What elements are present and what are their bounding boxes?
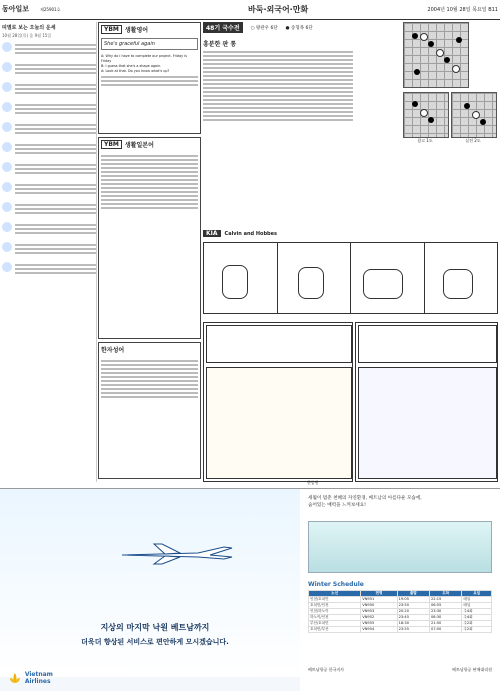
go-diagram-2-label: 실전 2도 bbox=[465, 138, 481, 143]
horoscope-text bbox=[15, 122, 96, 136]
japanese-header bbox=[99, 138, 200, 151]
go-diagram-1-label: 참고 1도 bbox=[417, 138, 433, 143]
japanese-box bbox=[98, 137, 201, 339]
comic-title-line-1: Calvin bbox=[224, 230, 242, 237]
pig-icon bbox=[2, 262, 12, 272]
english-header bbox=[99, 23, 200, 36]
schedule-cell: 매일 bbox=[462, 597, 492, 603]
schedule-body bbox=[309, 597, 492, 633]
text-line bbox=[15, 184, 96, 186]
go-player-white: ○ 왕관우 6단 bbox=[250, 25, 278, 31]
kia-logo: KIA bbox=[203, 230, 221, 237]
go-commentary bbox=[203, 51, 353, 121]
horoscope-item bbox=[2, 122, 96, 136]
ad-tagline-1: 세월이 멈춘 천혜의 자연환경, 베트남의 아름다운 모습에, bbox=[308, 496, 422, 501]
horse-icon bbox=[2, 162, 12, 172]
text-line bbox=[15, 252, 96, 254]
text-line bbox=[15, 88, 96, 90]
schedule-cell: 부산/호치민 bbox=[309, 621, 361, 627]
office-1: 베트남항공 한국지사 bbox=[308, 667, 345, 672]
horoscope-item bbox=[2, 242, 96, 256]
horoscope-column bbox=[2, 22, 97, 482]
go-board-main bbox=[403, 22, 469, 88]
ad-tagline-2: 숨어있는 매력을 느껴보세요! bbox=[308, 503, 367, 508]
ox-icon bbox=[2, 62, 12, 72]
horoscope-text bbox=[15, 222, 96, 236]
japanese-title: 생활일본어 bbox=[124, 142, 154, 149]
horoscope-item bbox=[2, 62, 96, 76]
text-line bbox=[15, 44, 96, 46]
go-title: 48기 국수전 bbox=[203, 22, 243, 33]
newspaper-name: 동아일보 bbox=[2, 5, 30, 13]
schedule-cell: VN955 bbox=[361, 621, 397, 627]
comic-left-top bbox=[206, 325, 352, 363]
schedule-cell: 하노이/인천 bbox=[309, 615, 361, 621]
schedule-header: 노선 bbox=[309, 591, 361, 597]
issue-number: 제25901호 bbox=[40, 7, 61, 12]
text-line bbox=[15, 112, 96, 114]
horoscope-item bbox=[2, 262, 96, 276]
schedule-cell: VN952 bbox=[361, 615, 397, 621]
comic-panel-4 bbox=[425, 243, 498, 313]
text-line bbox=[15, 52, 96, 54]
comic-title-line-3: Hobbes bbox=[255, 230, 277, 237]
horoscope-text bbox=[15, 242, 96, 256]
schedule-cell: VN951 bbox=[361, 597, 397, 603]
text-line bbox=[15, 152, 96, 154]
horoscope-item bbox=[2, 182, 96, 196]
text-line bbox=[15, 132, 96, 134]
lotus-icon bbox=[8, 671, 22, 685]
english-line-3: A: Look at that. Do you know what's up? bbox=[101, 69, 170, 73]
schedule-cell: 06:55 bbox=[429, 603, 461, 609]
sheep-icon bbox=[2, 182, 12, 192]
horoscope-text bbox=[15, 202, 96, 216]
ybm-logo-2: YBM bbox=[101, 140, 122, 149]
hanja-box bbox=[98, 342, 201, 479]
japanese-lines bbox=[99, 151, 200, 213]
go-board-ref2 bbox=[451, 92, 497, 138]
hanja-lines bbox=[99, 356, 200, 402]
comic-left bbox=[203, 322, 353, 482]
go-mini-diagrams bbox=[403, 92, 498, 144]
character-drawing bbox=[222, 265, 248, 299]
rooster-icon bbox=[2, 222, 12, 232]
schedule-cell: 23:55 bbox=[397, 627, 429, 633]
english-column bbox=[98, 22, 201, 482]
horoscope-item bbox=[2, 102, 96, 116]
comic-right-top bbox=[358, 325, 497, 363]
comic-panels bbox=[203, 242, 498, 314]
comic-strip bbox=[203, 230, 498, 318]
horoscope-text bbox=[15, 82, 96, 96]
horoscope-text bbox=[15, 262, 96, 276]
schedule-cell: 23:45 bbox=[397, 615, 429, 621]
text-line bbox=[15, 268, 96, 270]
text-line bbox=[15, 248, 96, 250]
schedule-cell: 주4회 bbox=[462, 609, 492, 615]
schedule-cell: VN950 bbox=[361, 603, 397, 609]
schedule-row bbox=[309, 627, 492, 633]
text-line bbox=[15, 164, 96, 166]
text-line bbox=[15, 228, 96, 230]
text-line bbox=[15, 48, 96, 50]
ad-left-sky bbox=[0, 489, 300, 677]
schedule-cell: 호치민/인천 bbox=[309, 603, 361, 609]
comic-right bbox=[355, 322, 498, 482]
schedule-header: 도착 bbox=[429, 591, 461, 597]
comic-panel-3 bbox=[351, 243, 425, 313]
comic-left-bottom bbox=[206, 367, 352, 479]
schedule-cell: 21:50 bbox=[429, 621, 461, 627]
snake-icon bbox=[2, 142, 12, 152]
go-diagrams bbox=[403, 22, 498, 154]
comic-title-line-2: and bbox=[243, 230, 255, 237]
page-header bbox=[0, 0, 500, 20]
schedule-title: Winter Schedule bbox=[308, 581, 364, 588]
text-line bbox=[15, 264, 96, 266]
comic-right-bottom bbox=[358, 367, 497, 479]
schedule-header: 요일 bbox=[462, 591, 492, 597]
character-drawing bbox=[443, 269, 473, 299]
ad-headline-2: 더욱더 향상된 서비스로 편안하게 모시겠습니다. bbox=[81, 638, 229, 646]
text-line bbox=[15, 188, 96, 190]
schedule-cell: 18:30 bbox=[397, 621, 429, 627]
horoscope-text bbox=[15, 142, 96, 156]
text-line bbox=[15, 212, 96, 214]
schedule-cell: 06:30 bbox=[429, 615, 461, 621]
text-line bbox=[15, 232, 96, 234]
comic-header bbox=[203, 230, 498, 237]
go-diagram-1 bbox=[403, 92, 447, 144]
english-body bbox=[99, 52, 200, 90]
schedule-panel bbox=[300, 489, 500, 692]
scenery-photo bbox=[308, 521, 492, 573]
character-drawing bbox=[363, 269, 403, 299]
text-line bbox=[15, 108, 96, 110]
schedule-cell: 22:15 bbox=[429, 597, 461, 603]
text-line bbox=[15, 192, 96, 194]
horoscope-list bbox=[2, 42, 96, 276]
schedule-table bbox=[308, 590, 492, 633]
horoscope-item bbox=[2, 162, 96, 176]
ad-headline-1: 지상의 마지막 낙원 베트남까지 bbox=[100, 623, 210, 632]
text-line bbox=[15, 244, 96, 246]
text-line bbox=[15, 64, 96, 66]
schedule-header: 편명 bbox=[361, 591, 397, 597]
dragon-icon bbox=[2, 122, 12, 132]
horoscope-item bbox=[2, 222, 96, 236]
schedule-cell: 주4회 bbox=[462, 615, 492, 621]
text-line bbox=[15, 204, 96, 206]
text-line bbox=[15, 128, 96, 130]
schedule-footer bbox=[308, 667, 492, 673]
schedule-cell: 매일 bbox=[462, 603, 492, 609]
monkey-icon bbox=[2, 202, 12, 212]
text-line bbox=[15, 144, 96, 146]
hanja-title: 한자성어 bbox=[101, 347, 125, 354]
text-line bbox=[15, 84, 96, 86]
go-board-ref1 bbox=[403, 92, 449, 138]
schedule-cell: 주2회 bbox=[462, 621, 492, 627]
ybm-logo: YBM bbox=[101, 25, 122, 34]
comic-title bbox=[225, 231, 277, 237]
text-line bbox=[15, 172, 96, 174]
date-line: 2004년 10월 28일 목요일 B11 bbox=[427, 7, 498, 13]
horoscope-text bbox=[15, 182, 96, 196]
text-line bbox=[15, 208, 96, 210]
airline-advertisement bbox=[0, 488, 500, 691]
horoscope-item bbox=[2, 42, 96, 56]
text-line bbox=[15, 168, 96, 170]
airline-name: Vietnam Airlines bbox=[24, 671, 53, 685]
horoscope-item bbox=[2, 82, 96, 96]
text-line bbox=[15, 272, 96, 274]
comic-author: 한종현 bbox=[307, 480, 319, 485]
horoscope-item bbox=[2, 202, 96, 216]
schedule-cell: 20:20 bbox=[397, 609, 429, 615]
text-line bbox=[15, 104, 96, 106]
horoscope-text bbox=[15, 42, 96, 56]
horoscope-date: 10월 28일(목) 음 9월 15일 bbox=[2, 33, 52, 38]
english-line-2: B: I guess that she's a shape again. bbox=[101, 64, 162, 68]
character-drawing bbox=[298, 267, 324, 299]
section-title: 바둑·외국어·만화 bbox=[248, 5, 309, 14]
text-line bbox=[15, 124, 96, 126]
ad-tagline bbox=[308, 495, 492, 509]
horoscope-item bbox=[2, 142, 96, 156]
text-line bbox=[15, 68, 96, 70]
text-line bbox=[15, 72, 96, 74]
text-line bbox=[15, 92, 96, 94]
schedule-cell: 23:50 bbox=[397, 603, 429, 609]
tiger-icon bbox=[2, 82, 12, 92]
rabbit-icon bbox=[2, 102, 12, 112]
go-player-black: ● 송형목 6단 bbox=[285, 25, 313, 31]
dog-icon bbox=[2, 242, 12, 252]
airline-logo bbox=[8, 669, 80, 687]
schedule-cell: VN954 bbox=[361, 627, 397, 633]
schedule-cell: 19:05 bbox=[397, 597, 429, 603]
lower-comics bbox=[203, 322, 498, 484]
schedule-cell: 23:30 bbox=[429, 609, 461, 615]
go-section-heading: 흥분한 판 통 bbox=[203, 41, 237, 48]
schedule-header: 출발 bbox=[397, 591, 429, 597]
office-2: 베트남항공 판매대리점 bbox=[452, 667, 492, 672]
comic-panel-2 bbox=[278, 243, 352, 313]
english-box bbox=[98, 22, 201, 134]
go-diagram-2 bbox=[451, 92, 495, 144]
schedule-cell: 인천/호치민 bbox=[309, 597, 361, 603]
schedule-cell: 07:00 bbox=[429, 627, 461, 633]
comic-panel-1 bbox=[204, 243, 278, 313]
schedule-cell: 주2회 bbox=[462, 627, 492, 633]
mouse-icon bbox=[2, 42, 12, 52]
horoscope-title: 띠별로 보는 오늘의 운세 bbox=[2, 25, 56, 31]
horoscope-text bbox=[15, 62, 96, 76]
text-line bbox=[15, 224, 96, 226]
schedule-cell: 인천/하노이 bbox=[309, 609, 361, 615]
text-line bbox=[15, 148, 96, 150]
horoscope-text bbox=[15, 102, 96, 116]
schedule-cell: 호치민/부산 bbox=[309, 627, 361, 633]
english-line-1: A: Why do I have to complete our project. Friday is Friday bbox=[101, 54, 187, 63]
english-subtitle: She's graceful again bbox=[101, 38, 198, 50]
english-title: 생활영어 bbox=[124, 27, 149, 34]
schedule-cell: VN953 bbox=[361, 609, 397, 615]
airplane-graphic bbox=[120, 541, 240, 565]
horoscope-text bbox=[15, 162, 96, 176]
